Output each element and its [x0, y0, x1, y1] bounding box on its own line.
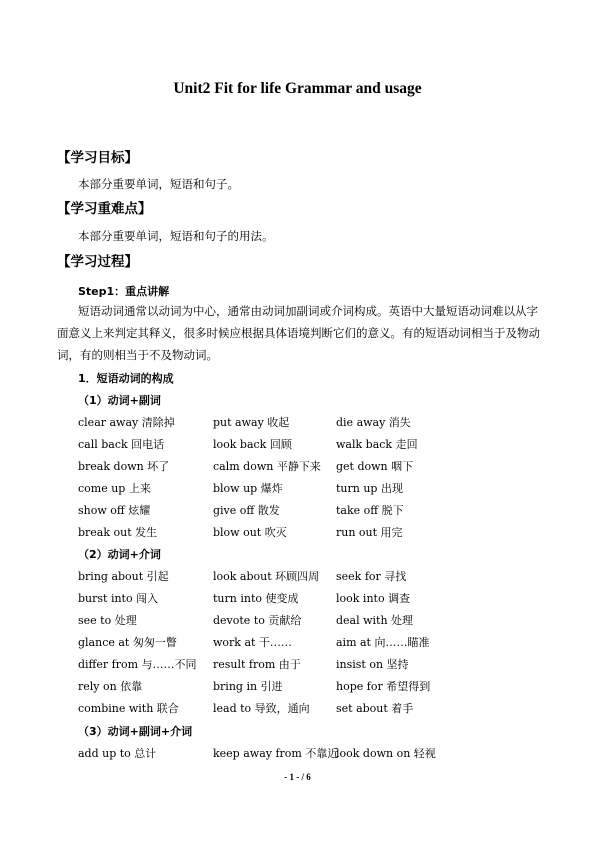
phrase-entry: aim at 向……瞄准 [336, 636, 430, 649]
key-text: 本部分重要单词，短语和句子的用法。 [78, 229, 274, 243]
phrase-entry: combine with 联合 [78, 702, 179, 715]
phrase-row [0, 436, 595, 452]
phrase-entry: come up 上来 [78, 482, 151, 495]
group-label: （3）动词+副词+介词 [78, 725, 193, 738]
process-heading: 【学习过程】 [57, 254, 138, 270]
phrase-entry: deal with 处理 [336, 614, 414, 627]
phrase-entry: run out 用完 [336, 526, 403, 539]
phrase-row [0, 590, 595, 606]
phrase-row [0, 414, 595, 430]
goal-text: 本部分重要单词，短语和句子。 [78, 177, 239, 191]
phrase-entry: walk back 走回 [336, 438, 418, 451]
group-label: （2）动词+介词 [78, 548, 161, 561]
phrase-entry: add up to 总计 [78, 747, 157, 760]
phrase-row [0, 612, 595, 628]
phrase-entry: hope for 希望得到 [336, 680, 431, 693]
step1-label: Step1：重点讲解 [78, 285, 170, 298]
phrase-entry: get down 咽下 [336, 460, 414, 473]
page-number: - 1 - / 6 [284, 772, 311, 782]
phrase-entry: call back 回电话 [78, 438, 165, 451]
phrase-entry: seek for 寻找 [336, 570, 407, 583]
phrase-row [0, 458, 595, 474]
phrase-entry: bring about 引起 [78, 570, 169, 583]
phrase-entry: burst into 闯入 [78, 592, 159, 605]
phrase-entry: result from 由于 [213, 658, 301, 671]
phrase-entry: take off 脱下 [336, 504, 404, 517]
phrase-entry: break out 发生 [78, 526, 158, 539]
phrase-row [0, 745, 595, 761]
page-title: Unit2 Fit for life Grammar and usage [173, 80, 422, 97]
phrase-row [0, 568, 595, 584]
phrase-entry: bring in 引进 [213, 680, 283, 693]
phrase-entry: turn into 使变成 [213, 592, 299, 605]
phrase-entry: set about 着手 [336, 702, 414, 715]
phrase-row [0, 678, 595, 694]
phrase-entry: give off 散发 [213, 504, 280, 517]
phrase-entry: show off 炫耀 [78, 504, 151, 517]
phrase-row [0, 634, 595, 650]
phrase-entry: glance at 匆匆一瞥 [78, 636, 177, 649]
phrase-entry: clear away 清除掉 [78, 416, 175, 429]
phrase-entry: break down 坏了 [78, 460, 170, 473]
group-label: （1）动词+副词 [78, 394, 161, 407]
phrase-entry: see to 处理 [78, 614, 137, 627]
phrase-row [0, 480, 595, 496]
phrase-entry: die away 消失 [336, 416, 411, 429]
phrase-entry: look back 回顾 [213, 438, 292, 451]
phrase-entry: look down on 轻视 [336, 747, 436, 760]
phrase-entry: devote to 贡献给 [213, 614, 302, 627]
phrase-entry: turn up 出现 [336, 482, 403, 495]
phrase-entry: work at 干…… [213, 636, 292, 649]
goal-heading: 【学习目标】 [57, 150, 138, 166]
point1-heading: 1．短语动词的构成 [78, 372, 174, 385]
phrase-entry: insist on 坚持 [336, 658, 409, 671]
phrase-entry: look into 调查 [336, 592, 411, 605]
phrase-entry: blow up 爆炸 [213, 482, 283, 495]
phrase-entry: calm down 平静下来 [213, 460, 321, 473]
phrase-row [0, 502, 595, 518]
phrase-row [0, 656, 595, 672]
phrase-entry: lead to 导致，通向 [213, 702, 310, 715]
phrase-entry: rely on 依靠 [78, 680, 143, 693]
phrase-row [0, 524, 595, 540]
phrase-entry: keep away from 不靠近 [213, 747, 339, 760]
phrase-entry: blow out 吹灭 [213, 526, 287, 539]
step1-intro: 短语动词通常以动词为中心，通常由动词加副词或介词构成。英语中大量短语动词难以从字面意义上来判定其释义，很多时候应根据具体语境判断它们的意义。有的短语动词相当于及物动词，有的则相当于不及物动词。 [57, 304, 540, 362]
phrase-entry: look about 环顾四周 [213, 570, 320, 583]
phrase-entry: put away 收起 [213, 416, 290, 429]
key-heading: 【学习重难点】 [57, 201, 152, 217]
phrase-entry: differ from 与……不同 [78, 658, 197, 671]
phrase-row [0, 700, 595, 716]
